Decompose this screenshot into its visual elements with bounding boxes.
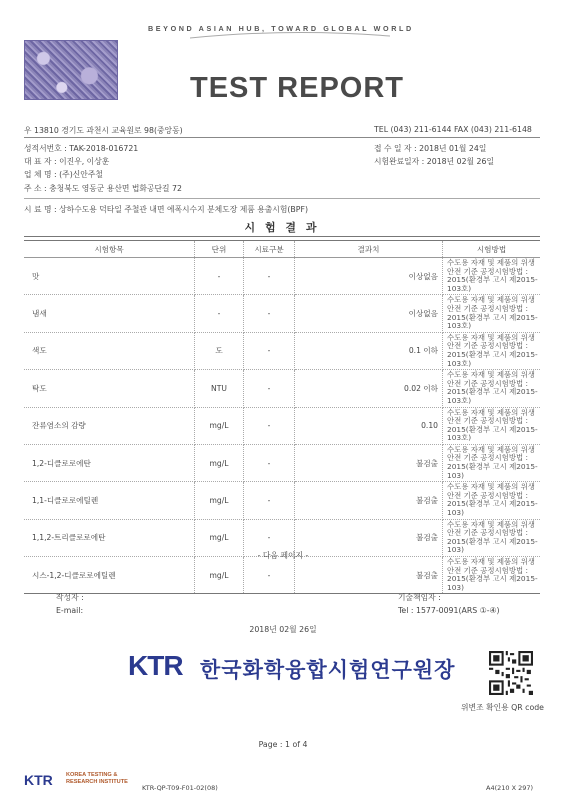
results-table bbox=[24, 240, 540, 594]
test-item: 1,1,2-트리클로로에탄 bbox=[24, 519, 195, 556]
institute-name bbox=[66, 772, 128, 786]
test-method: 수도용 자재 및 제품의 위생안전 기준 공정시험방법 : 2015(환경부 고시 제2015-103) bbox=[443, 519, 541, 556]
report-number: 성적서번호 : TAK-2018-016721 bbox=[24, 144, 139, 153]
completion-date: 시험완료일자 : 2018년 02월 26일 bbox=[374, 157, 495, 166]
result-value: 불검출 bbox=[295, 482, 443, 519]
institute-line-2: RESEARCH INSTITUTE bbox=[66, 779, 128, 785]
tagline: BEYOND ASIAN HUB, TOWARD GLOBAL WORLD bbox=[148, 24, 414, 33]
unit: mg/L bbox=[195, 444, 244, 481]
ktr-small-logo: KTR bbox=[24, 772, 53, 788]
email-label: E-mail: bbox=[56, 606, 84, 615]
result-value: 이상없음 bbox=[295, 295, 443, 332]
result-value: 0.1 이하 bbox=[295, 332, 443, 369]
company-address: 주 소 : 충청북도 영동군 용산면 법화공단길 72 bbox=[24, 184, 182, 193]
unit: mg/L bbox=[195, 482, 244, 519]
sample-class: - bbox=[244, 258, 295, 295]
test-method: 수도용 자재 및 제품의 위생안전 기준 공정시험방법 : 2015(환경부 고시 제2015-103) bbox=[443, 557, 541, 594]
issue-date: 2018년 02월 26일 bbox=[249, 625, 317, 634]
unit: - bbox=[195, 295, 244, 332]
tech-manager-label: 기술책임자 : bbox=[398, 593, 441, 602]
table-header-row bbox=[24, 241, 540, 258]
sample-class: - bbox=[244, 407, 295, 444]
sample-class: - bbox=[244, 482, 295, 519]
security-hologram-logo bbox=[24, 40, 118, 100]
table-row bbox=[24, 370, 540, 407]
unit: mg/L bbox=[195, 407, 244, 444]
institute-line-1: KOREA TESTING & bbox=[66, 772, 118, 778]
test-item: 시스-1,2-디클로로에틸렌 bbox=[24, 557, 195, 594]
table-row bbox=[24, 482, 540, 519]
result-value: 불검출 bbox=[295, 444, 443, 481]
ktr-logo: KTR bbox=[128, 650, 183, 681]
result-value: 0.02 이하 bbox=[295, 370, 443, 407]
unit: mg/L bbox=[195, 557, 244, 594]
form-code: KTR-QP-T09-F01-02(08) bbox=[142, 784, 218, 792]
tech-manager-tel: Tel : 1577-0091(ARS ①-④) bbox=[398, 606, 500, 615]
table-row bbox=[24, 332, 540, 369]
results-section-title: 시 험 결 과 bbox=[244, 221, 320, 234]
receipt-date: 접 수 일 자 : 2018년 01월 24일 bbox=[374, 144, 487, 153]
table-row bbox=[24, 444, 540, 481]
test-item: 냄새 bbox=[24, 295, 195, 332]
header-divider bbox=[24, 137, 540, 138]
test-item: 탁도 bbox=[24, 370, 195, 407]
header-sample-class: 시료구분 bbox=[244, 241, 295, 258]
test-item: 맛 bbox=[24, 258, 195, 295]
result-value: 이상없음 bbox=[295, 258, 443, 295]
page-number: Page : 1 of 4 bbox=[258, 740, 308, 749]
representative: 대 표 자 : 이진우, 이상훈 bbox=[24, 157, 110, 166]
result-value: 불검출 bbox=[295, 557, 443, 594]
sample-class: - bbox=[244, 557, 295, 594]
sample-class: - bbox=[244, 519, 295, 556]
test-method: 수도용 자재 및 제품의 위생안전 기준 공정시험방법 : 2015(환경부 고시 제2015-103) bbox=[443, 482, 541, 519]
qr-code-icon bbox=[489, 651, 533, 695]
test-method: 수도용 자재 및 제품의 위생안전 기준 공정시험방법 : 2015(환경부 고시 제2015-103호) bbox=[443, 332, 541, 369]
test-item: 1,1-디클로로에틸렌 bbox=[24, 482, 195, 519]
paper-size: A4(210 X 297) bbox=[486, 784, 534, 792]
table-row bbox=[24, 407, 540, 444]
report-title: TEST REPORT bbox=[190, 72, 405, 104]
swoosh-decoration bbox=[190, 30, 390, 42]
header-result: 결과치 bbox=[295, 241, 443, 258]
qr-caption: 위변조 확인용 QR code bbox=[461, 703, 544, 712]
lab-address: 우 13810 경기도 과천시 교육원로 98(중앙동) bbox=[24, 126, 183, 135]
test-item: 잔류염소의 감량 bbox=[24, 407, 195, 444]
sample-class: - bbox=[244, 332, 295, 369]
results-title-divider bbox=[24, 236, 540, 237]
next-page-note: - 다음 페이지 - bbox=[257, 551, 309, 560]
test-method: 수도용 자재 및 제품의 위생안전 기준 공정시험방법 : 2015(환경부 고시 제2015-103) bbox=[443, 444, 541, 481]
company-name: 업 체 명 : (주)신안주철 bbox=[24, 170, 103, 179]
unit: NTU bbox=[195, 370, 244, 407]
lab-contact: TEL (043) 211-6144 FAX (043) 211-6148 bbox=[374, 125, 532, 134]
writer-label: 작성자 : bbox=[56, 593, 84, 602]
unit: mg/L bbox=[195, 519, 244, 556]
test-item: 색도 bbox=[24, 332, 195, 369]
organization-name: 한국화학융합시험연구원장 bbox=[200, 658, 456, 682]
table-row bbox=[24, 557, 540, 594]
sample-name: 시 료 명 : 상하수도용 덕타일 주철관 내면 에폭시수지 분체도장 제품 용출시험(BPF) bbox=[24, 205, 308, 214]
test-method: 수도용 자재 및 제품의 위생안전 기준 공정시험방법 : 2015(환경부 고시 제2015-103호) bbox=[443, 258, 541, 295]
test-item: 1,2-디클로로에탄 bbox=[24, 444, 195, 481]
sample-class: - bbox=[244, 444, 295, 481]
test-method: 수도용 자재 및 제품의 위생안전 기준 공정시험방법 : 2015(환경부 고시 제2015-103호) bbox=[443, 407, 541, 444]
test-method: 수도용 자재 및 제품의 위생안전 기준 공정시험방법 : 2015(환경부 고시 제2015-103호) bbox=[443, 370, 541, 407]
test-method: 수도용 자재 및 제품의 위생안전 기준 공정시험방법 : 2015(환경부 고시 제2015-103호) bbox=[443, 295, 541, 332]
sample-class: - bbox=[244, 370, 295, 407]
header-item: 시험항목 bbox=[24, 241, 195, 258]
unit: - bbox=[195, 258, 244, 295]
sample-class: - bbox=[244, 295, 295, 332]
table-row bbox=[24, 295, 540, 332]
unit: 도 bbox=[195, 332, 244, 369]
table-row bbox=[24, 258, 540, 295]
header-method: 시험방법 bbox=[443, 241, 541, 258]
info-divider bbox=[24, 198, 540, 199]
header-unit: 단위 bbox=[195, 241, 244, 258]
result-value: 불검출 bbox=[295, 519, 443, 556]
result-value: 0.10 bbox=[295, 407, 443, 444]
